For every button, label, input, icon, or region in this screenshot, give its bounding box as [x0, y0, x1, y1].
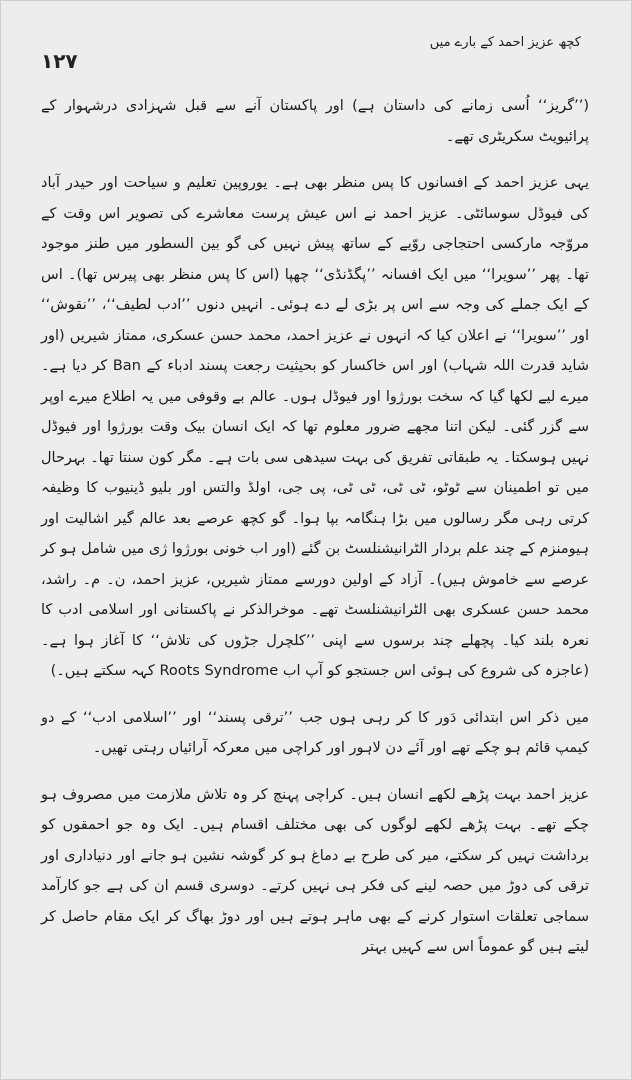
- paragraph: عزیز احمد بہت پڑھے لکھے انسان ہیں۔ کراچی پہنچ کر وہ تلاش ملازمت میں مصروف ہو چکے تھے۔ بہت پڑھے لکھے لوگوں کی بھی مختلف اقسام ہیں۔ ایک وہ جو احمقوں کو برداشت نہیں کر سکتے، میر کی طرح بے دماغ ہو کر گوشہ نشین ہو جانے اور دنیاداری اور ترقی کی دوڑ میں حصہ لینے کی فکر ہی نہیں کرتے۔ دوسری قسم ان کی ہے جو کارآمد سماجی تعلقات استوار کرنے کے بھی ماہر ہوتے ہیں اور دوڑ بھاگ کر ایک مقام حاصل کر لیتے ہیں گو عموماً اس سے کہیں بہتر: [41, 786, 589, 955]
- paragraph: (’’گریز‘‘ اُسی زمانے کی داستان ہے) اور پاکستان آنے سے قبل شہزادی درشہوار کے پرائیویٹ سکریٹری تھے۔: [41, 98, 589, 145]
- body-text: [41, 91, 589, 963]
- page-number: ۱۲۷: [41, 49, 78, 73]
- paragraph: یہی عزیز احمد کے افسانوں کا پس منظر بھی ہے۔ یوروپین تعلیم و سیاحت اور حیدر آباد کی فیوڈل سوسائٹی۔ عزیز احمد نے اس عیش پرست معاشرے کی تصویر اس وقت کے مروّجہ مارکسی احتجاجی روّیے کے ساتھ پیش نہیں کی گو بین السطور میں طنز موجود تھا۔ پھر ’’سویرا‘‘ میں ایک افسانہ ’’پگڈنڈی‘‘ چھپا (اس کا پس منظر بھی پیرس تھا)۔ اس کے ایک جملے کی وجہ سے اس پر بڑی لے دے ہوئی۔ انہیں دنوں ’’ادب لطیف‘‘، ’’نقوش‘‘ اور ’’سویرا‘‘ نے اعلان کیا کہ انہوں نے عزیز احمد، محمد حسن عسکری، ممتاز شیریں (اور شاید قدرت اللہ شہاب) اور اس خاکسار کو بحیثیت رجعت پسند ادباء کے Ban کر دیا ہے۔ میرے لیے لکھا گیا کہ سخت بورژوا اور فیوڈل ہوں۔ عالم بے وقوفی میں یہ اطلاع میرے اوپر سے گزر گئی۔ لیکن اتنا مجھے ضرور معلوم تھا کہ ایک انسان بیک وقت بورژوا اور فیوڈل نہیں ہوسکتا۔ یہ طبقاتی تفریق کی بہت سیدھی سی بات ہے۔ مگر کون سنتا تھا۔ بہرحال میں تو اطمینان سے ٹوٹو، ٹی ٹی، ٹی ٹی، پی جی، اولڈ والتس اور بلیو ڈینیوب کا وظیفہ کرتی رہی مگر رسالوں میں بڑا ہنگامہ بپا ہوا۔ گو کچھ عرصے بعد عالم گیر اشالیت اور ہیومنزم کے چند علم بردار الٹرانیشنلسٹ بن گئے (اور اب خونی بورژوا ژی میں شامل ہو کر عرصے سے خاموش ہیں)۔ آزاد کے اولین دورسے ممتاز شیریں، عزیز احمد، ن۔ م۔ راشد، محمد حسن عسکری بھی الٹرانیشنلسٹ تھے۔ موخرالذکر نے پاکستانی اور اسلامی ادب کا نعرہ بلند کیا۔ پچھلے چند برسوں سے اپنی ’’کلچرل جڑوں کی تلاش‘‘ کا آغاز ہوا ہے۔ (عاجزہ کی شروع کی ہوئی اس جستجو کو آپ اب Roots Syndrome کہہ سکتے ہیں۔): [41, 175, 589, 679]
- running-title: کچھ عزیز احمد کے بارے میں: [429, 35, 581, 50]
- page-header: [41, 35, 591, 75]
- paragraph: میں ذکر اس ابتدائی دَور کا کر رہی ہوں جب ’’ترقی پسند‘‘ اور ’’اسلامی ادب‘‘ کے دو کیمپ قائم ہو چکے تھے اور آئے دن لاہور اور کراچی میں معرکہ آرائیاں رہتی تھیں۔: [41, 709, 589, 756]
